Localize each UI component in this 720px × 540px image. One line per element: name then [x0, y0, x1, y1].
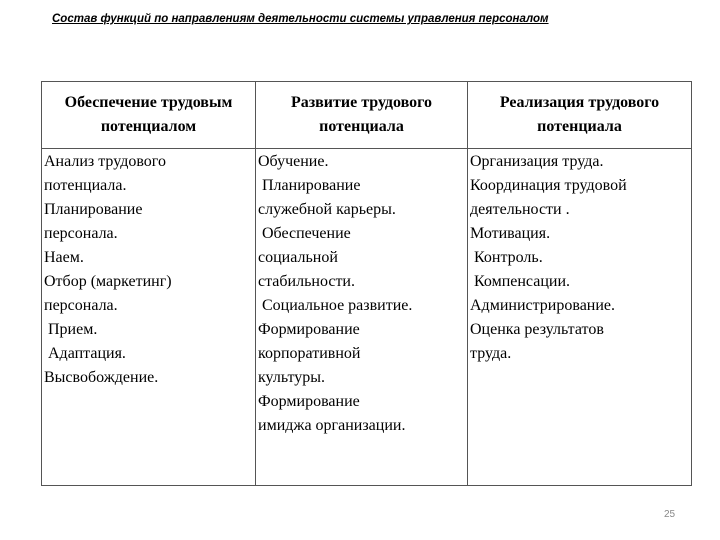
- list-item: Формирование: [258, 393, 360, 410]
- table-body-row: [42, 149, 692, 486]
- list-item: Координация трудовой: [470, 177, 627, 194]
- list-item: персонала.: [44, 225, 118, 242]
- list-item: Обеспечение: [258, 225, 351, 242]
- body-cell-development: [256, 149, 468, 486]
- slide-title: Состав функций по направлениям деятельности системы управления персоналом: [52, 13, 549, 25]
- header-line: потенциала: [319, 118, 404, 135]
- header-line: Развитие трудового: [290, 94, 433, 111]
- list-item: Обучение.: [258, 153, 329, 170]
- header-line: потенциала: [537, 118, 622, 135]
- page-number: 25: [664, 509, 676, 520]
- list-item: культуры.: [258, 369, 326, 386]
- list-item: имиджа организации.: [258, 417, 406, 434]
- header-line: потенциалом: [100, 118, 197, 135]
- list-item: Социальное развитие.: [258, 297, 413, 314]
- list-item: Организация труда.: [470, 153, 604, 170]
- list-item: потенциала.: [44, 177, 127, 194]
- list-item: деятельности .: [470, 201, 570, 218]
- list-item: служебной карьеры.: [258, 201, 396, 218]
- header-cell-realization: [468, 82, 692, 149]
- header-line: Обеспечение трудовым: [64, 94, 233, 111]
- header-cell-provision: [42, 82, 256, 149]
- list-item: персонала.: [44, 297, 118, 314]
- body-cell-realization: [468, 149, 692, 486]
- list-item: Контроль.: [470, 249, 543, 266]
- list-item: Прием.: [44, 321, 98, 338]
- list-item: Компенсации.: [470, 273, 571, 290]
- functions-table: [41, 81, 692, 486]
- list-item: Анализ трудового: [44, 153, 166, 170]
- list-item: Формирование: [258, 321, 360, 338]
- list-item: социальной: [258, 249, 338, 266]
- list-item: Планирование: [258, 177, 361, 194]
- body-cell-provision: [42, 149, 256, 486]
- list-item: Высвобождение.: [44, 369, 159, 386]
- table-header-row: [42, 82, 692, 149]
- list-item: Наем.: [44, 249, 84, 266]
- list-item: труда.: [470, 345, 512, 362]
- list-item: Отбор (маркетинг): [44, 273, 172, 290]
- list-item: корпоративной: [258, 345, 361, 362]
- header-line: Реализация трудового: [499, 94, 660, 111]
- list-item: Администрирование.: [470, 297, 616, 314]
- list-item: Мотивация.: [470, 225, 551, 242]
- list-item: Адаптация.: [44, 345, 126, 362]
- list-item: Оценка результатов: [470, 321, 604, 338]
- list-item: стабильности.: [258, 273, 355, 290]
- header-cell-development: [256, 82, 468, 149]
- list-item: Планирование: [44, 201, 143, 218]
